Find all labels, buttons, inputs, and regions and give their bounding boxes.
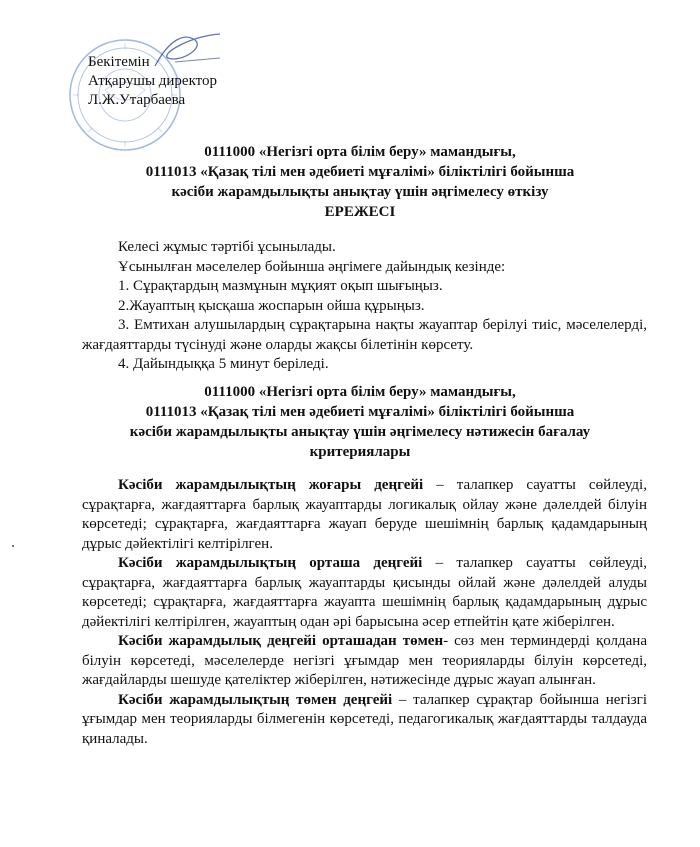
rules-intro: Келесі жұмыс тәртібі ұсынылады. (118, 239, 336, 255)
criteria-paragraph (82, 632, 647, 691)
criteria-text: – талапкер сауатты сөйлеуді, сұрақтарға, жағдаяттарға барлық жауаптарды қисынды ойлай және дәлелдей алуды көрсетеді; сұрақтарға, жағдаяттарға жауапта шешімнің барлық қадамдарының дұрыс дәйектілігі келтірілген, жауаптың одан әрі барысына әсер етпейтін қате жіберілген. (82, 555, 647, 630)
criteria-paragraph (82, 476, 647, 554)
heading-line: кәсіби жарамдылықты анықтау үшін әңгімелесу өткізу (171, 184, 549, 200)
criteria-title: Кәсіби жарамдылықтың орташа деңгейі (118, 555, 423, 571)
heading-line: 0111013 «Қазақ тілі мен әдебиеті мұғалімі» біліктілігі бойынша (145, 404, 575, 420)
criteria-paragraph (82, 691, 647, 750)
rules-item: 2.Жауаптың қысқаша жоспарын ойша құрыңыз. (118, 297, 425, 314)
heading-line: кәсіби жарамдылықты анықтау үшін әңгімелесу нәтижесін бағалау (129, 424, 591, 440)
criteria-text: - сөз мен терминдерді қолдана білуін көрсетеді, мәселелерде негізгі ұғымдар мен теорияларды білуін көрсетеді, жағдайларды шешуде қателіктер жіберілген, нәтижесінде дұрыс жауап алынған. (82, 633, 647, 688)
criteria-section (82, 476, 647, 749)
rules-item: 4. Дайындыққа 5 минут беріледі. (118, 356, 329, 372)
rules-item: 3. Емтихан алушылардың сұрақтарына нақты жауаптар берілуі тиіс, мәселелерді, жағдаяттарды түсінуді және оларды жақсы білетінін көрсету. (82, 317, 647, 353)
criteria-title: Кәсіби жарамдылықтың жоғары деңгейі (118, 477, 424, 493)
rules-heading (80, 142, 640, 222)
criteria-text: – талапкер сауатты сөйлеуді, сұрақтарға, жағдаяттарға барлық жауаптарды логикалық ойлау және дәлелдей білуін көрсетеді; сұрақтарға, жағдаяттарға жауап беруде шешімнің барлық қадамдарының дұрыс дәйектілігі келтірілген. (82, 477, 647, 552)
criteria-text: – талапкер сұрақтар бойынша негізгі ұғымдар мен теорияларды білмегенін көрсетеді, педагогикалық жағдаяттарды талдауда қиналады. (82, 691, 648, 747)
approval-block (88, 53, 217, 110)
criteria-paragraph (82, 554, 647, 632)
scan-speck (12, 545, 14, 547)
heading-line: критериялары (309, 444, 411, 460)
heading-line: ЕРЕЖЕСІ (324, 204, 396, 220)
approval-position: Атқарушы директор (88, 73, 218, 89)
rules-item: 1. Сұрақтардың мазмұнын мұқият оқып шығыңыз. (118, 278, 443, 294)
criteria-heading (80, 382, 640, 462)
criteria-title: Кәсіби жарамдылықтың төмен деңгейі (118, 691, 393, 708)
heading-line: 0111013 «Қазақ тілі мен әдебиеті мұғалімі» біліктілігі бойынша (145, 164, 575, 180)
criteria-title: Кәсіби жарамдылық деңгейі орташадан төмен (118, 633, 444, 649)
heading-line: 0111000 «Негізгі орта білім беру» мамандығы, (204, 384, 516, 400)
approval-name: Л.Ж.Утарбаева (88, 92, 186, 108)
heading-line: 0111000 «Негізгі орта білім беру» мамандығы, (204, 144, 516, 160)
approval-approve-label: Бекітемін (88, 54, 150, 70)
rules-section (82, 238, 647, 375)
rules-prep: Ұсынылған мәселелер бойынша әңгімеге дайындық кезінде: (118, 258, 506, 275)
